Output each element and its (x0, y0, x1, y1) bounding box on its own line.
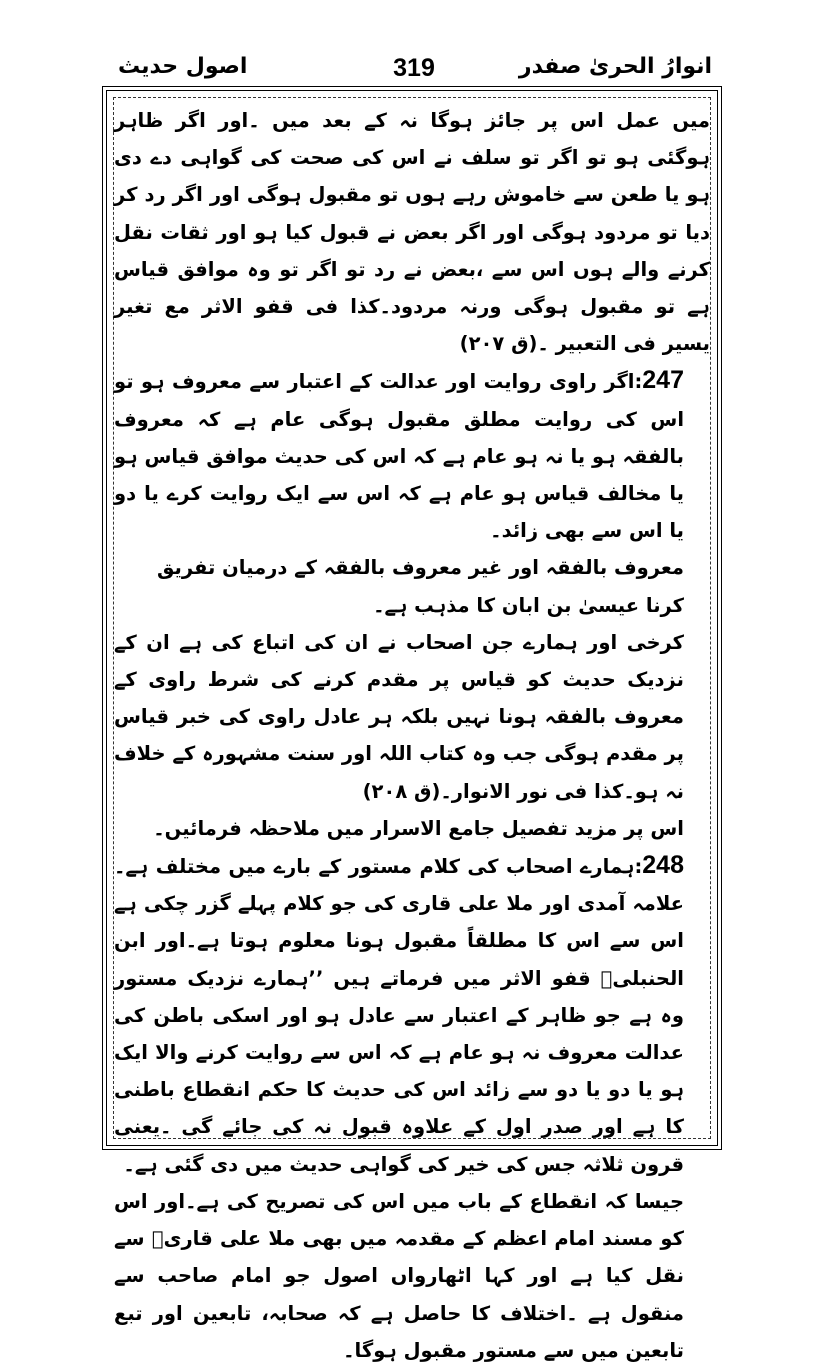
book-title: انوارُ الحریٰ صفدر (518, 54, 712, 79)
rule-number: 248 (642, 851, 684, 880)
paragraph-text: میں عمل اس پر جائز ہوگا نہ کے بعد میں ۔اور اگر ظاہر ہوگئی ہو تو اگر تو سلف نے اس کی صحت کی گواہی دے دی ہو یا طعن سے خاموش رہے ہوں تو مقبول ہوگی اور اگر رد کر دیا تو مردود ہوگی اور اگر بعض نے قبول کیا ہو اور ثقات نقل کرنے والے ہوں اس سے ،بعض نے رد تو اگر تو وہ موافق قیاس ہے تو مقبول ہوگی ورنہ مردود۔کذا فی قفو الاثر مع تغیر یسیر فی التعبیر ۔(ق ۲۰۷) (114, 109, 710, 356)
paragraph (114, 810, 710, 847)
paragraph-text: کرخی اور ہمارے جن اصحاب نے ان کی اتباع کی ہے ان کے نزدیک حدیث کو قیاس پر مقدم کرنے کی شرط راوی کے معروف بالفقہ ہونا نہیں بلکہ ہر عادل راوی کی خبر قیاس پر مقدم ہوگی جب وہ کتاب اللہ اور سنت مشہورہ کے خلاف نہ ہو۔کذا فی نور الانوار۔(ق ۲۰۸) (114, 630, 684, 803)
chapter-title: اصول حدیث (118, 54, 248, 79)
rule-number: 247 (642, 366, 684, 395)
paragraph-text: جیسا کہ انقطاع کے باب میں اس کی تصریح کی ہے۔اور اس کو مسند امام اعظم کے مقدمہ میں بھی ملا علی قاریؒ سے نقل کیا ہے اور کہا اٹھارواں اصول جو امام صاحب سے منقول ہے ۔اختلاف کا حاصل ہے کہ صحابہ، تابعین اور تبع تابعین میں سے مستور مقبول ہوگا۔ (114, 1189, 684, 1362)
page-body (114, 102, 710, 1369)
paragraph-text: اس پر مزید تفصیل جامع الاسرار میں ملاحظہ فرمائیں۔ (153, 816, 684, 840)
paragraph (114, 549, 710, 623)
paragraph (114, 624, 710, 810)
paragraph-text: :ہمارے اصحاب کی کلام مستور کے بارے میں مختلف ہے۔علامہ آمدی اور ملا علی قاری کی جو کلام پہلے گزر چکی ہے اس سے اس کا مطلقاً مقبول ہونا معلوم ہوتا ہے۔اور ابن الحنبلیؒ قفو الاثر میں فرماتے ہیں ’’ہمارے نزدیک مستور وہ ہے جو ظاہر کے اعتبار سے عادل ہو اور اسکی باطن کی عدالت معروف نہ ہو عام ہے کہ اس سے روایت کرنے والا ایک ہو یا دو یا دو سے زائد اس کی حدیث کا حکم انقطاع باطنی کا ہے اور صدر اول کے علاوہ قبول نہ کی جائے گی ۔یعنی قرون ثلاثہ جس کی خیر کی گواہی حدیث میں دی گئی ہے۔ (114, 855, 684, 1176)
paragraph-text: معروف بالفقہ اور غیر معروف بالفقہ کے درمیان تفریق کرنا عیسیٰ بن ابان کا مذہب ہے۔ (156, 556, 684, 617)
page-number: 319 (393, 54, 435, 82)
paragraph (114, 1183, 710, 1369)
paragraph-text: :اگر راوی روایت اور عدالت کے اعتبار سے معروف ہو تو اس کی روایت مطلق مقبول ہوگی عام ہے کہ معروف بالفقہ ہو یا نہ ہو عام ہے کہ اس کی حدیث موافق قیاس ہو یا مخالف قیاس ہو عام ہے کہ اس سے ایک روایت کرے یا دو یا اس سے بھی زائد۔ (114, 370, 684, 543)
paragraph-248 (114, 847, 710, 1183)
paragraph (114, 102, 710, 362)
paragraph-247 (114, 362, 710, 549)
page-header (112, 52, 716, 92)
